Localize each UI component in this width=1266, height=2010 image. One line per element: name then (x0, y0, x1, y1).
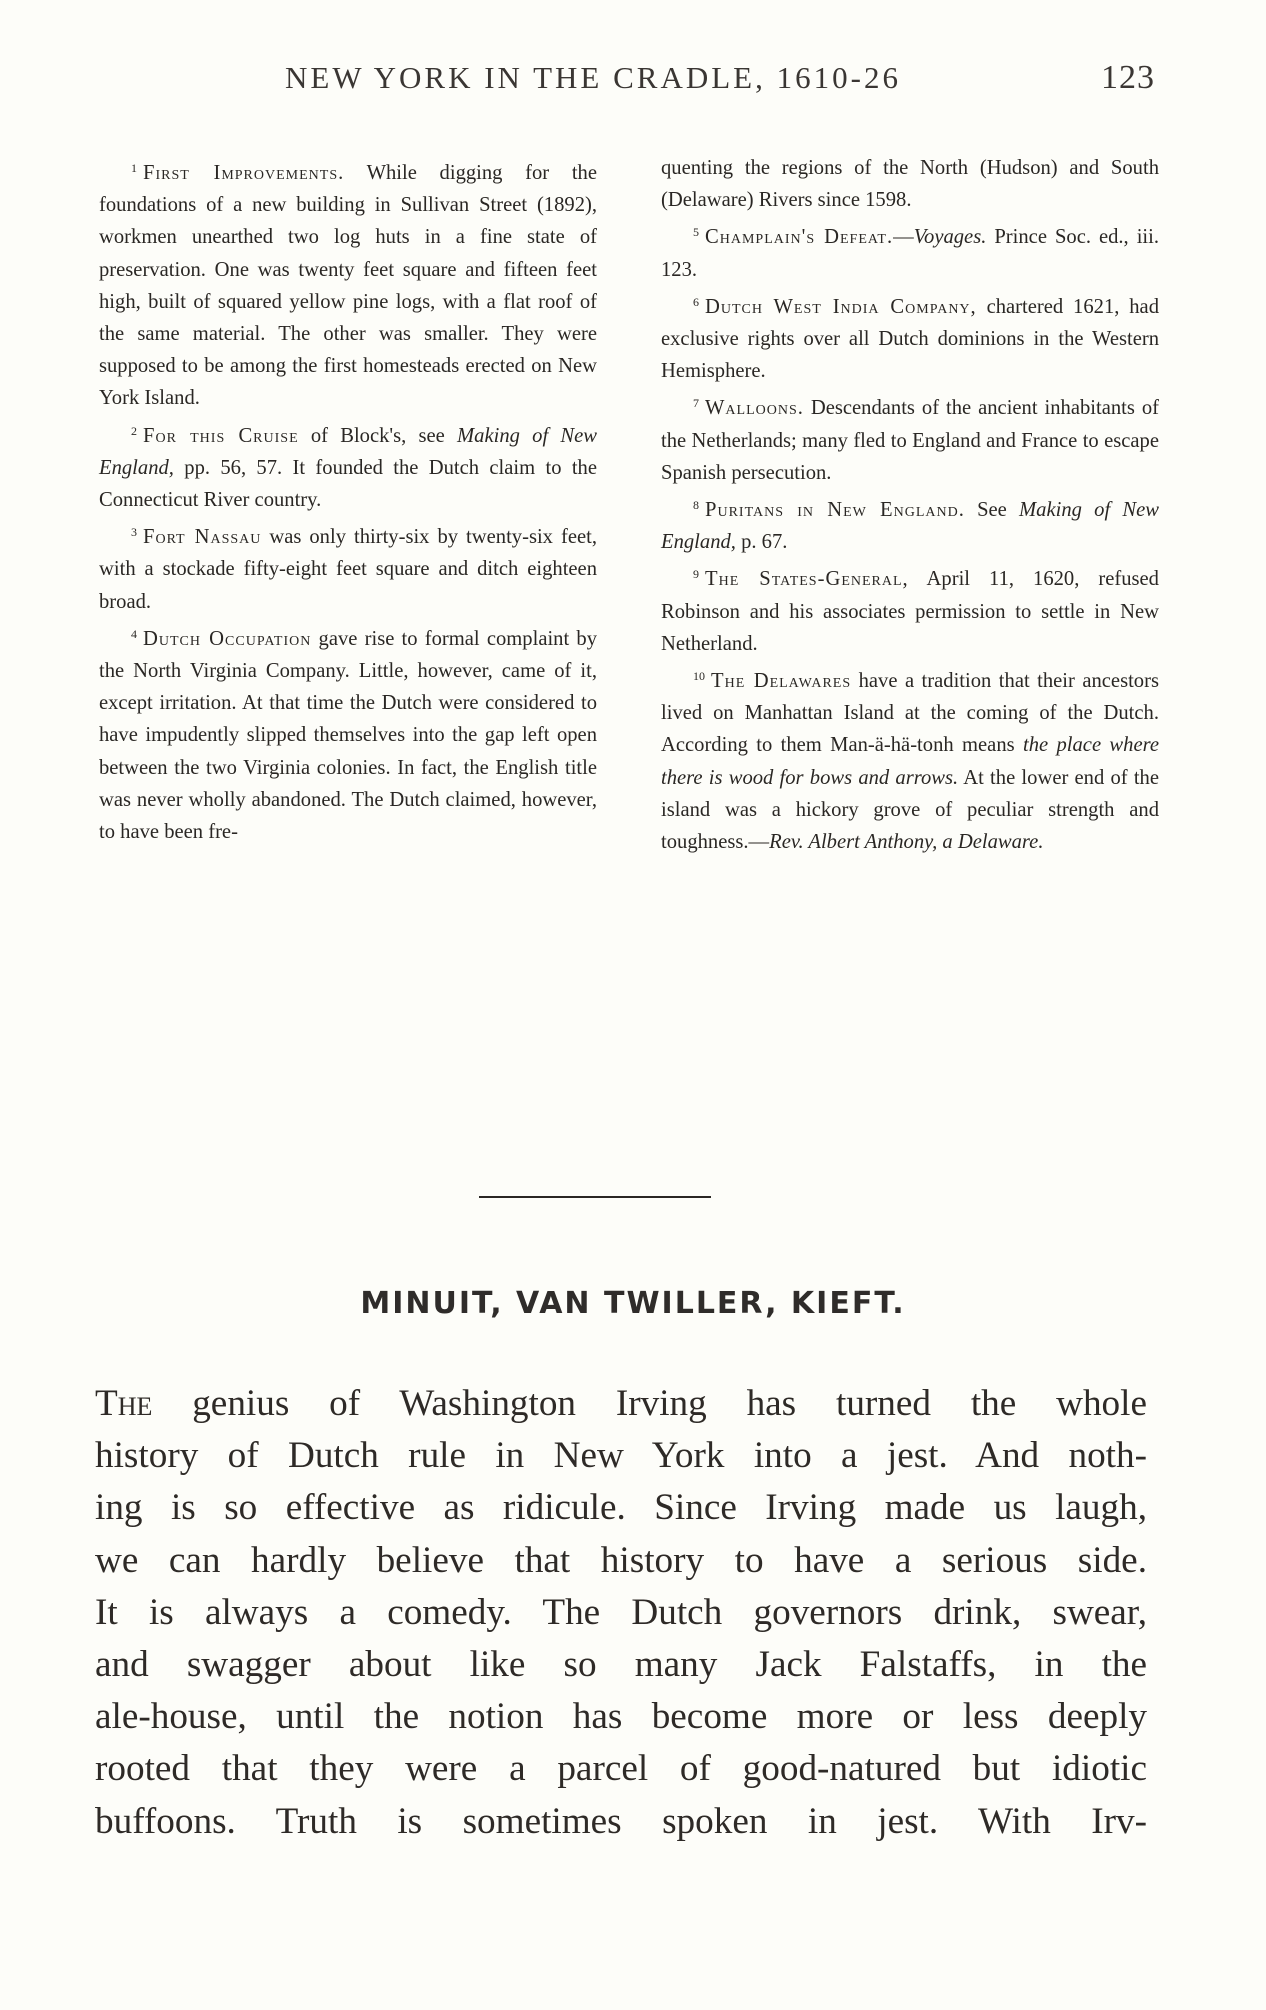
notes-column-right (661, 152, 1159, 858)
footnote-text: Descendants of the ancient inhabitants of the Netherlands; many fled to England and France to escape Spanish persecution. (661, 397, 1159, 484)
body-line: we can hardly believe that history to have a serious side. (95, 1539, 1147, 1581)
footnote-number: 4 (131, 626, 137, 641)
footnote-number: 1 (131, 161, 137, 175)
footnote-text: of Block's, see (298, 424, 458, 447)
footnote-heading: Dutch Occupation (143, 627, 312, 650)
footnote-heading: The Delawares (711, 670, 852, 693)
footnote-number: 9 (693, 567, 699, 582)
footnote-text: p. 67. (735, 531, 788, 554)
footnote-heading: For this Cruise (143, 424, 299, 447)
footnote-attribution: Rev. Albert Anthony, a Delaware. (769, 831, 1044, 854)
body-line: ing is so effective as ridicule. Since Irving made us laugh, (95, 1487, 1147, 1529)
footnote-citation: Making of New England, (661, 499, 1159, 554)
footnote-3 (99, 516, 597, 618)
body-paragraph (95, 1378, 1147, 1848)
body-line: history of Dutch rule in New York into a jest. And noth- (95, 1435, 1147, 1477)
footnote-number: 2 (131, 423, 137, 438)
footnote-italic-phrase: the place where there is wood for bows and arrows. (661, 734, 1159, 789)
footnote-text: chartered 1621, had exclusive rights over all Dutch dominions in the Western Hemisphere. (661, 295, 1159, 383)
footnote-text: gave rise to formal complaint by the North Virginia Company. Little, however, came of it, except irritation. At that time the Dutch were considered to have impudently slipped themselves into the gap left open between the two Virginia colonies. In fact, the English title was never wholly abandoned. The Dutch claimed, however, to have been fre- (99, 627, 597, 844)
footnote-heading: The States-General, (705, 568, 909, 591)
body-line: rooted that they were a parcel of good-natured but idiotic (95, 1748, 1147, 1790)
footnote-heading: Walloons. (705, 397, 804, 420)
lead-word: The (95, 1383, 153, 1424)
footnote-text: April 11, 1620, refused Robinson and his associates permission to settle in New Netherland. (661, 568, 1159, 655)
body-line: buffoons. Truth is sometimes spoken in jest. With Irv- (95, 1800, 1147, 1842)
body-line: It is always a comedy. The Dutch governors drink, swear, (95, 1591, 1147, 1633)
footnote-number: 7 (693, 396, 699, 411)
footnote-heading: Fort Nassau (143, 526, 262, 549)
footnote-heading: Champlain's Defeat. (705, 226, 894, 249)
footnote-text: was only thirty-six by twenty-six feet, with a stockade fifty-eight feet square and ditch eighteen broad. (99, 526, 597, 613)
page-number: 123 (1101, 59, 1155, 96)
footnote-text: While digging for the foundations of a new building in Sullivan Street (1892), workmen unearthed two log huts in a fine state of preservation. One was twenty feet square and fifteen feet high, built of squared yellow pine logs, with a flat roof of the same material. The other was smaller. They were supposed to be among the first homesteads erected on New York Island. (99, 162, 597, 410)
footnote-citation: Making of New England, (99, 424, 598, 479)
body-line (95, 1378, 1147, 1430)
footnote-text: have a tradition that their ancestors lived on Manhattan Island at the coming of the Dutch. According to them Man-ä-hä-tonh means (661, 670, 1159, 757)
section-divider (479, 1196, 711, 1198)
footnote-7 (661, 387, 1159, 489)
footnote-number: 6 (693, 294, 699, 309)
footnote-number: 3 (131, 525, 137, 540)
footnote-4 (99, 618, 597, 848)
footnote-8 (661, 489, 1159, 558)
body-line: ale-house, until the notion has become more or less deeply (95, 1696, 1147, 1738)
footnote-heading: First Improvements. (143, 162, 345, 184)
footnote-number: 10 (693, 669, 705, 684)
footnote-1 (99, 152, 597, 415)
footnote-5 (661, 216, 1159, 285)
footnote-heading: Dutch West India Company, (705, 295, 977, 318)
footnote-text: — (893, 226, 914, 249)
section-title: MINUIT, VAN TWILLER, KIEFT. (360, 1286, 906, 1321)
footnote-text: pp. 56, 57. It founded the Dutch claim to the Connecticut River country. (99, 456, 597, 512)
footnote-text: At the lower end of the island was a hickory grove of peculiar strength and toughness.— (661, 766, 1159, 854)
footnote-9 (661, 558, 1159, 660)
footnote-4-continued (661, 152, 1159, 216)
running-head-title: NEW YORK IN THE CRADLE, 1610-26 (285, 60, 901, 95)
body-line-text: genius of Washington Irving has turned the whole (152, 1383, 1147, 1424)
footnote-10 (661, 660, 1159, 858)
notes-column-left (99, 152, 597, 848)
footnote-heading: Puritans in New England. (705, 499, 965, 522)
footnote-text: quenting the regions of the North (Hudson) and South (Delaware) Rivers since 1598. (661, 157, 1159, 212)
footnote-citation: Voyages. (913, 226, 987, 249)
footnote-number: 8 (693, 498, 699, 513)
running-head (285, 60, 1155, 96)
footnote-6 (661, 286, 1159, 388)
footnote-2 (99, 415, 597, 517)
footnote-text: Prince Soc. ed., iii. 123. (661, 226, 1160, 281)
footnote-text: See (964, 499, 1020, 522)
body-line: and swagger about like so many Jack Falstaffs, in the (95, 1644, 1147, 1686)
footnote-number: 5 (693, 225, 699, 240)
